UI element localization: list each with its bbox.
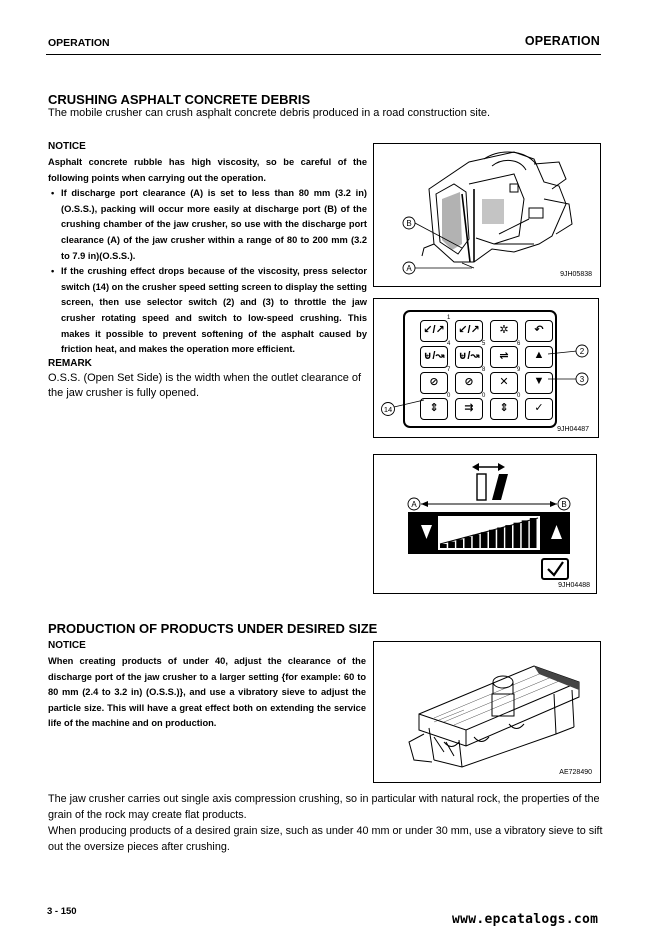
figure-code: 9JH04488 — [558, 582, 590, 589]
figure-code: AE728490 — [559, 769, 592, 776]
notice-body — [48, 155, 367, 358]
marker-b: B — [561, 500, 567, 509]
switch-number: 6 — [517, 341, 521, 347]
page-number: 3 - 150 — [47, 906, 77, 917]
callout-a: A — [406, 264, 412, 273]
figure-clearance-display — [373, 454, 597, 594]
notice-bullet — [48, 186, 367, 264]
switch-number: 7 — [447, 367, 451, 373]
level-bar — [448, 542, 455, 548]
level-bar — [456, 539, 463, 548]
callout-2: 2 — [579, 347, 585, 356]
switch-symbol-icon: ⇉ — [464, 402, 474, 414]
switch-symbol-icon: ↙/↗ — [458, 324, 480, 336]
level-bar — [514, 523, 521, 548]
header-right: OPERATION — [524, 34, 600, 48]
figure-code: 9JH05838 — [560, 271, 592, 278]
section1-title: CRUSHING ASPHALT CONCRETE DEBRIS — [48, 92, 311, 107]
switch-symbol-icon: ⇌ — [499, 350, 509, 362]
notice-list — [48, 186, 367, 358]
callout-14: 14 — [383, 405, 393, 414]
level-bar — [522, 520, 529, 548]
marker-a: A — [411, 500, 417, 509]
callout-b: B — [406, 219, 412, 228]
switch-symbol-icon: ⊘ — [464, 376, 474, 388]
section1-intro: The mobile crusher can crush asphalt concrete debris produced in a road construction site. — [48, 107, 491, 119]
header-rule — [46, 54, 601, 55]
level-bar — [481, 532, 488, 548]
switch-symbol-icon: ▼ — [533, 375, 545, 387]
switch-number: 5 — [482, 341, 486, 347]
switch-number: 0 — [517, 393, 521, 399]
switch-symbol-icon: ⇕ — [499, 402, 509, 414]
switch-symbol-icon: ⊘ — [429, 376, 439, 388]
switch-symbol-icon: ✓ — [534, 402, 544, 414]
switch-number: 8 — [482, 367, 486, 373]
level-bar — [497, 528, 504, 549]
paragraph: The jaw crusher carries out single axis compression crushing, so in particular with natural rock, the properties of the grain of the rock may create flat products. — [48, 793, 600, 821]
level-bar — [465, 537, 472, 548]
switch-symbol-icon: ↶ — [534, 324, 544, 336]
bullet-icon: • — [51, 266, 55, 277]
notice2-label: NOTICE — [48, 640, 86, 651]
notice-bullet — [48, 264, 367, 358]
level-bar — [505, 525, 512, 548]
level-bar — [489, 530, 496, 548]
switch-symbol-icon: ↙/↗ — [423, 324, 445, 336]
jaw-crusher-illustration — [374, 144, 600, 286]
callout-3: 3 — [579, 375, 585, 384]
level-bar — [440, 544, 447, 548]
keypad-callouts — [374, 299, 598, 437]
switch-number: 4 — [447, 341, 451, 347]
level-bar — [473, 535, 480, 549]
bullet-icon: • — [51, 188, 55, 199]
watermark: www.epcatalogs.com — [452, 912, 599, 927]
clearance-display-illustration — [374, 455, 596, 593]
switch-number: 0 — [447, 393, 451, 399]
figure-jaw-crusher — [373, 143, 601, 287]
remark-label: REMARK — [48, 358, 92, 369]
switch-symbol-icon: ▲ — [533, 349, 545, 361]
switch-number: 1 — [447, 315, 451, 321]
switch-number: 0 — [482, 393, 486, 399]
remark-text: O.S.S. (Open Set Side) is the width when the outlet clearance of the jaw crusher is fully opened. — [48, 372, 362, 399]
switch-symbol-icon: ✲ — [499, 324, 509, 336]
paragraph: When producing products of a desired grain size, such as under 40 mm or under 30 mm, use a vibratory sieve to sift out the oversize pieces after crushing. — [48, 825, 603, 853]
switch-symbol-icon: ✕ — [499, 376, 509, 388]
figure-vibratory-sieve — [373, 641, 601, 783]
figure-keypad — [373, 298, 599, 438]
switch-symbol-icon: ⊌/↝ — [458, 350, 480, 362]
notice2-body: When creating products of under 40, adjust the clearance of the discharge port of the jaw crusher to a larger setting {for example: 60 to 80 mm (2.4 to 3.2 in) (O.S.S.)}, and use a vibratory sieve to adjust the particle size. This will have a great effect both on extending the service life of the machine and on production. — [48, 656, 366, 729]
section2-title: PRODUCTION OF PRODUCTS UNDER DESIRED SIZE — [48, 621, 378, 636]
notice-lead: Asphalt concrete rubble has high viscosity, so be careful of the following points when carrying out the operation. — [48, 157, 367, 183]
vibratory-sieve-illustration — [374, 642, 600, 782]
notice-label: NOTICE — [48, 141, 86, 152]
section2-body — [48, 791, 603, 855]
notice-bullet-text: If discharge port clearance (A) is set to less than 80 mm (3.2 in)(O.S.S.), packing will occur more easily at discharge port (B) of the crushing chamber of the jaw crusher, so use with the discharge port clearance (A) of the jaw crusher within a range of 80 to 200 mm (3.2 to 7.9 in)(O.S.S.). — [61, 188, 367, 261]
figure-code: 9JH04487 — [557, 426, 589, 433]
switch-symbol-icon: ⇕ — [429, 402, 439, 414]
switch-symbol-icon: ⊌/↝ — [423, 350, 445, 362]
notice-bullet-text: If the crushing effect drops because of the viscosity, press selector switch (14) on the crusher speed setting screen to display the setting screen, then use selector switch (2) and (3) to throttle the jaw crusher rotating speed and switch to low-speed crushing. This makes it possible to prevent softening of the asphalt caused by friction heat, and makes the operation more efficient. — [61, 266, 367, 355]
switch-number: 9 — [517, 367, 521, 373]
level-bar — [530, 518, 537, 548]
header-left: OPERATION — [48, 37, 110, 49]
